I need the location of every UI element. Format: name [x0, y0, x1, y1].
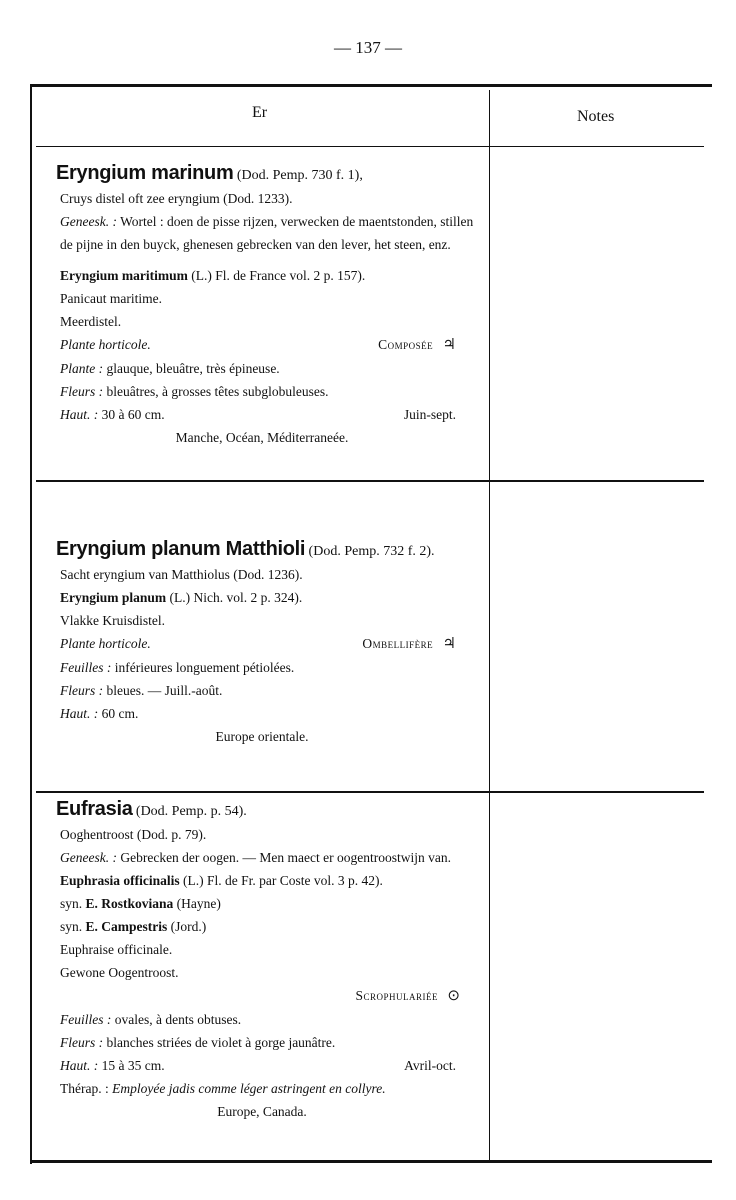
entry-title-ref: (Dod. Pemp. 732 f. 2).: [308, 544, 435, 559]
desc-label: Fleurs :: [60, 384, 104, 399]
nl-name: Vlakke Kruisdistel.: [60, 613, 165, 628]
entry-title-ref: (Dod. Pemp. p. 54).: [135, 804, 247, 819]
desc-label: Feuilles :: [60, 1012, 112, 1027]
entry-eryngium-planum: [36, 538, 488, 748]
desc-text: bleues. — Juill.-août.: [106, 683, 223, 698]
region: Europe, Canada.: [217, 1104, 307, 1119]
desc-label: Feuilles :: [60, 660, 112, 675]
plante-label: Plante horticole.: [60, 636, 151, 651]
syn-name: E. Campestris: [85, 919, 168, 934]
syn-prefix: syn.: [60, 919, 83, 934]
column-divider: [489, 90, 490, 1160]
desc-text: 60 cm.: [101, 706, 139, 721]
family-name: Scrophulariée: [355, 988, 439, 1003]
entry-title: Eryngium planum Matthioli: [56, 538, 306, 560]
desc-text: 30 à 60 cm.: [101, 407, 165, 422]
syn-prefix: syn.: [60, 896, 83, 911]
sci-name: Eryngium planum: [60, 590, 167, 605]
sci-name: Eryngium maritimum: [60, 268, 188, 283]
plante-label: Plante horticole.: [60, 337, 151, 352]
fr-name: Panicaut maritime.: [60, 291, 162, 306]
perennial-symbol: ♃: [442, 337, 456, 353]
desc-label: Haut. :: [60, 706, 99, 721]
desc-text: blanches striées de violet à gorge jaunâtre.: [106, 1035, 336, 1050]
region: Europe orientale.: [215, 729, 309, 744]
geneesk-label: Geneesk. :: [60, 214, 117, 229]
desc-label: Fleurs :: [60, 683, 104, 698]
column-header-notes: Notes: [577, 108, 615, 125]
page-number: — 137 —: [334, 38, 402, 57]
entry-line: Ooghentroost (Dod. p. 79).: [60, 827, 207, 842]
annual-symbol: ⊙: [447, 988, 460, 1004]
therap-text: Employée jadis comme léger astringent en collyre.: [112, 1081, 386, 1096]
column-header-er: Er: [252, 104, 268, 121]
top-rule: [30, 84, 712, 87]
fr-name: Euphraise officinale.: [60, 942, 173, 957]
family-name: Composée: [378, 337, 434, 352]
desc-label: Haut. :: [60, 407, 99, 422]
entry-eryngium-marinum: [36, 162, 488, 449]
header-rule: [36, 146, 704, 147]
sci-ref: (L.) Fl. de France vol. 2 p. 157).: [191, 268, 366, 283]
entry-title-ref: (Dod. Pemp. 730 f. 1),: [236, 168, 363, 183]
nl-name: Meerdistel.: [60, 314, 122, 329]
entry-line: Sacht eryngium van Matthiolus (Dod. 1236).: [60, 567, 303, 582]
therap-label: Thérap. :: [60, 1081, 109, 1096]
entry-title: Eryngium marinum: [56, 162, 234, 184]
entry-title: Eufrasia: [56, 798, 133, 820]
syn-name: E. Rostkoviana: [85, 896, 174, 911]
entry-line: Cruys distel oft zee eryngium (Dod. 1233).: [60, 191, 293, 206]
geneesk-text: Wortel : doen de pisse rijzen, verwecken de maentstonden, stillen de pijne in den buyck, ghenesen gebrecken van den lever, het steen, enz.: [60, 214, 474, 252]
desc-text: 15 à 35 cm.: [101, 1058, 165, 1073]
syn-ref: (Jord.): [170, 919, 207, 934]
entry-eufrasia: [36, 798, 488, 1123]
desc-label: Haut. :: [60, 1058, 99, 1073]
left-border: [30, 84, 32, 1164]
season: Juin-sept.: [403, 407, 456, 422]
geneesk-text: Gebrecken der oogen. — Men maect er oogentroostwijn van.: [120, 850, 451, 865]
region: Manche, Océan, Méditerraneée.: [175, 430, 349, 445]
desc-label: Fleurs :: [60, 1035, 104, 1050]
sci-ref: (L.) Nich. vol. 2 p. 324).: [169, 590, 303, 605]
desc-text: ovales, à dents obtuses.: [114, 1012, 242, 1027]
desc-text: glauque, bleuâtre, très épineuse.: [106, 361, 280, 376]
bottom-rule: [30, 1160, 712, 1163]
sci-ref: (L.) Fl. de Fr. par Coste vol. 3 p. 42).: [183, 873, 383, 888]
desc-label: Plante :: [60, 361, 104, 376]
desc-text: bleuâtres, à grosses têtes subglobuleuses.: [106, 384, 329, 399]
entry-rule-1: [36, 480, 704, 482]
family-name: Ombellifère: [362, 636, 434, 651]
entry-rule-2: [36, 791, 704, 793]
perennial-symbol: ♃: [442, 636, 456, 652]
desc-text: inférieures longuement pétiolées.: [114, 660, 295, 675]
season: Avril-oct.: [404, 1058, 456, 1073]
syn-ref: (Hayne): [176, 896, 221, 911]
nl-name: Gewone Oogentroost.: [60, 965, 179, 980]
geneesk-label: Geneesk. :: [60, 850, 117, 865]
sci-name: Euphrasia officinalis: [60, 873, 180, 888]
